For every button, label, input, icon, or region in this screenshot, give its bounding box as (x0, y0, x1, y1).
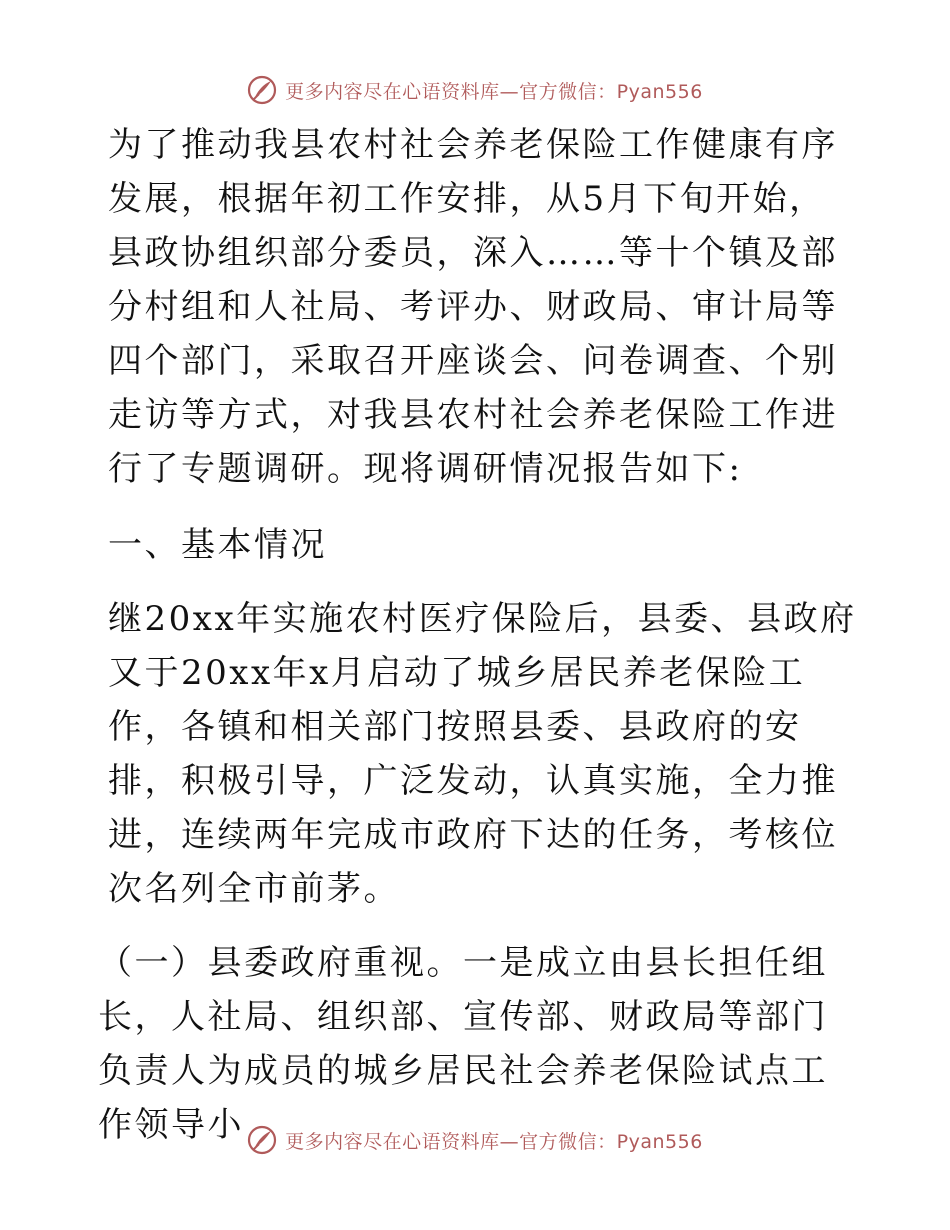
watermark-text: 更多内容尽在心语资料库—官方微信：Pyan556 (285, 1130, 703, 1153)
section-heading-basic-situation: 一、基本情况 (108, 525, 327, 565)
watermark-footer (0, 1120, 950, 1160)
intro-paragraph: 为了推动我县农村社会养老保险工作健康有序发展，根据年初工作安排，从5月下旬开始，县政协组织部分委员，深入……等十个镇及部分村组和人社局、考评办、财政局、审计局等四个部门，采取召开座谈会、问卷调查、个别走访等方式，对我县农村社会养老保险工作进行了专题调研。现将调研情况报告如下: (108, 125, 838, 489)
watermark-text: 更多内容尽在心语资料库—官方微信：Pyan556 (285, 80, 703, 103)
feather-pen-logo-icon (247, 75, 277, 105)
basic-situation-paragraph: 继20xx年实施农村医疗保险后，县委、县政府又于20xx年x月启动了城乡居民养老保险工作，各镇和相关部门按照县委、县政府的安排，积极引导，广泛发动，认真实施，全力推进，连续两年完成市政府下达的任务，考核位次名列全市前茅。 (108, 599, 857, 909)
feather-pen-logo-icon (247, 1125, 277, 1155)
watermark-header (0, 70, 950, 110)
subsection-paragraph-1: （一）县委政府重视。一是成立由县长担任组长，人社局、组织部、宣传部、财政局等部门负责人为成员的城乡居民社会养老保险试点工作领导小 (98, 943, 828, 1145)
document-body (98, 118, 858, 1152)
